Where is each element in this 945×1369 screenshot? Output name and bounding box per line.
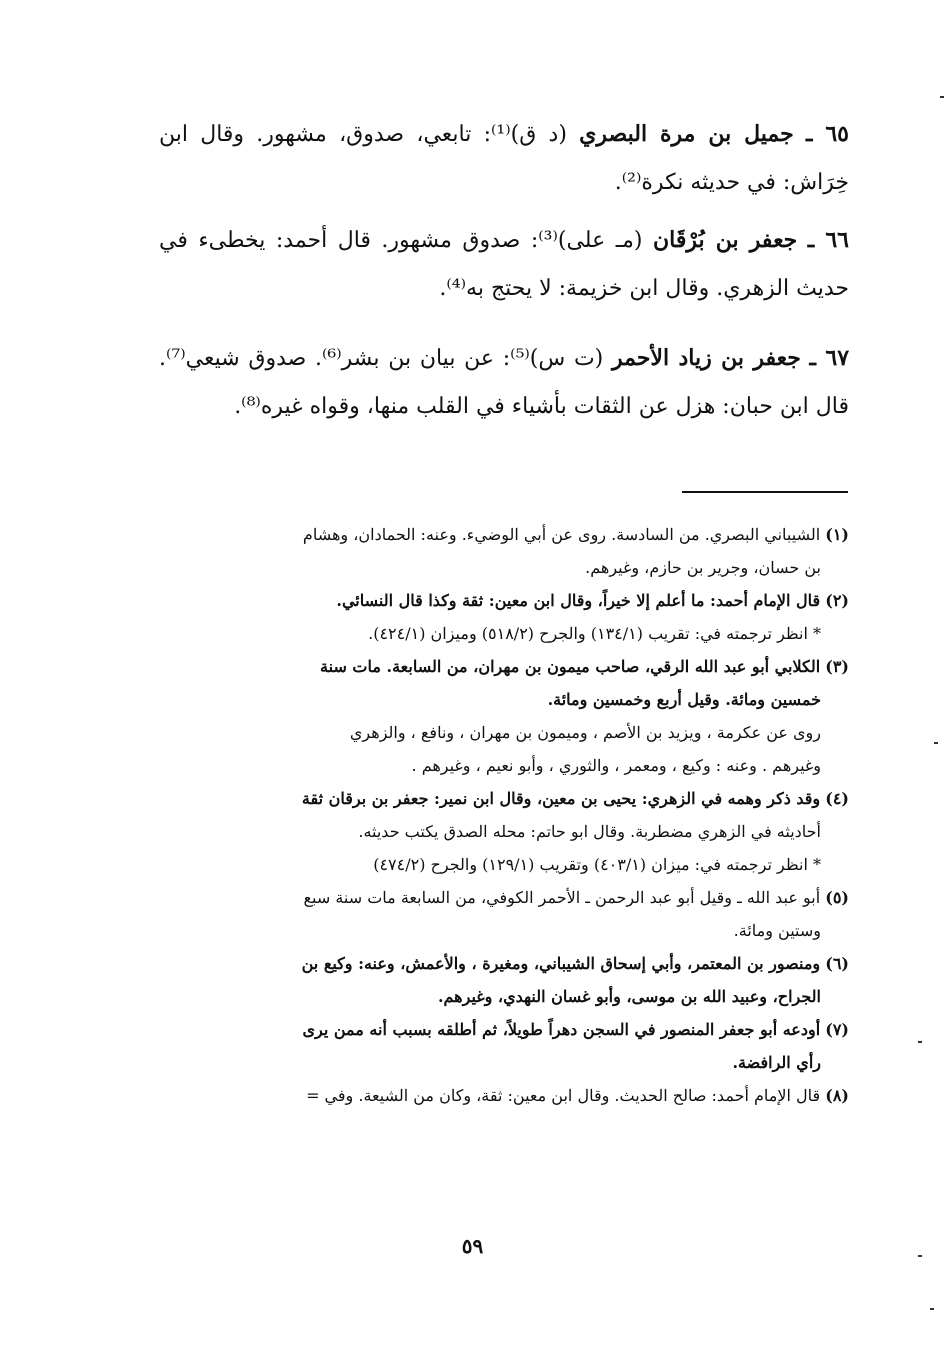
footnote-text: الكلابي أبو عبد الله الرقي، صاحب ميمون بن مهران، من السابعة. مات سنة [320,657,821,676]
footnote-text: ومنصور بن المعتمر، وأبي إسحاق الشيباني، ومغيرة ، والأعمش، وعنه: وكيع بن [301,954,821,973]
footnote-label: (٥) [825,888,849,907]
page-number: ٥٩ [461,1234,484,1258]
footnote-continuation: بن حسان، وجرير بن حازم، وغيرهم. [585,558,821,577]
entry-text: (ت س)⁽⁵⁾: عن بيان بن بشر⁽⁶⁾. صدوق شيعي⁽⁷⁾. قال ابن حبان: هزل عن الثقات بأشياء في القلب منها، وقواه غيره⁽⁸⁾. [159,346,849,419]
footnote-2 [159,584,849,617]
footnote-3 [159,650,849,716]
entry-text: (مـ على)⁽³⁾: صدوق مشهور. قال أحمد: يخطىء في حديث الزهري. وقال ابن خزيمة: لا يحتج به⁽⁴⁾. [159,228,849,301]
footnote-label: (٧) [825,1020,849,1039]
footnote-label: (٣) [825,657,849,676]
footnote-text: روى عن عكرمة ، ويزيد بن الأصم ، وميمون بن مهران ، ونافع ، والزهري [349,723,821,742]
scan-mark [930,1308,934,1310]
entry-number: ٦٥ ـ [805,121,849,147]
footnote-5 [159,881,849,947]
footnote-4-reference: * انظر ترجمته في: ميزان (٤٠٣/١) وتقريب (١٢٩/١) والجرح (٤٧٤/٢) [373,855,821,874]
footnote-3-narrators [159,716,849,782]
entry-text: (د ق)⁽¹⁾: تابعي، صدوق، مشهور. وقال ابن خِرَاش: في حديثه نكرة⁽²⁾. [159,122,849,195]
scan-mark [918,1041,922,1043]
footnote-7 [159,1013,849,1079]
footnote-text: الشيباني البصري. من السادسة. روى عن أبي الوضيء. وعنه: الحمادان، وهشام [302,525,821,544]
footnotes [159,518,849,1112]
entry-65 [159,110,849,207]
entry-name: جميل بن مرة البصري [579,121,794,147]
footnote-continuation: أحاديثه في الزهري مضطربة. وقال ابو حاتم: محله الصدق يكتب حديثه. [358,822,821,841]
footnote-label: (٦) [825,954,849,973]
footnote-text: وقد ذكر وهمه في الزهري: يحيى بن معين، وقال ابن نمير: جعفر بن برقان ثقة [301,789,821,808]
entry-67 [159,334,849,431]
footnote-1 [159,518,849,584]
footnote-label: (٨) [825,1086,849,1105]
scan-mark [934,742,938,744]
footnote-text: أودعه أبو جعفر المنصور في السجن دهراً طويلاً، ثم أطلقه بسبب أنه ممن يرى [302,1020,821,1039]
footnote-text: قال الإمام أحمد: ما أعلم إلا خيراً، وقال ابن معين: ثقة وكذا قال النسائي. [336,591,821,610]
footnote-continuation: خمسين ومائة. وقيل أربع وخمسين ومائة. [547,690,821,709]
footnote-continuation: رأي الرافضة. [732,1053,821,1072]
footnote-continuation: وغيرهم . وعنه : وكيع ، ومعمر ، والثوري ، وأبو نعيم ، وغيرهم . [411,756,821,775]
footnote-separator [682,491,848,493]
footnote-continuation: وستين ومائة. [733,921,821,940]
entry-number: ٦٦ ـ [807,227,849,253]
entry-name: جعفر بن بُرْقَان [653,227,798,253]
footnote-4 [159,782,849,848]
entry-66 [159,216,849,313]
footnote-label: (٤) [825,789,849,808]
footnote-label: (٢) [825,591,849,610]
scan-mark [918,1255,922,1257]
entry-number: ٦٧ ـ [809,345,850,371]
footnote-continuation: الجراح، وعبيد الله بن موسى، وأبو غسان النهدي، وغيرهم. [437,987,821,1006]
footnote-label: (١) [825,525,849,544]
footnote-text: قال الإمام أحمد: صالح الحديث. وقال ابن معين: ثقة، وكان من الشيعة. وفي = [306,1086,821,1105]
footnote-2-reference: * انظر ترجمته في: تقريب (١٣٤/١) والجرح (٥١٨/٢) وميزان (٤٢٤/١). [368,624,821,643]
footnote-6 [159,947,849,1013]
entry-name: جعفر بن زياد الأحمر [611,345,801,371]
scan-mark [940,96,944,98]
footnote-text: أبو عبد الله ـ وقيل أبو عبد الرحمن ـ الأحمر الكوفي، من السابعة مات سنة سبع [303,888,821,907]
footnote-8 [159,1079,849,1112]
